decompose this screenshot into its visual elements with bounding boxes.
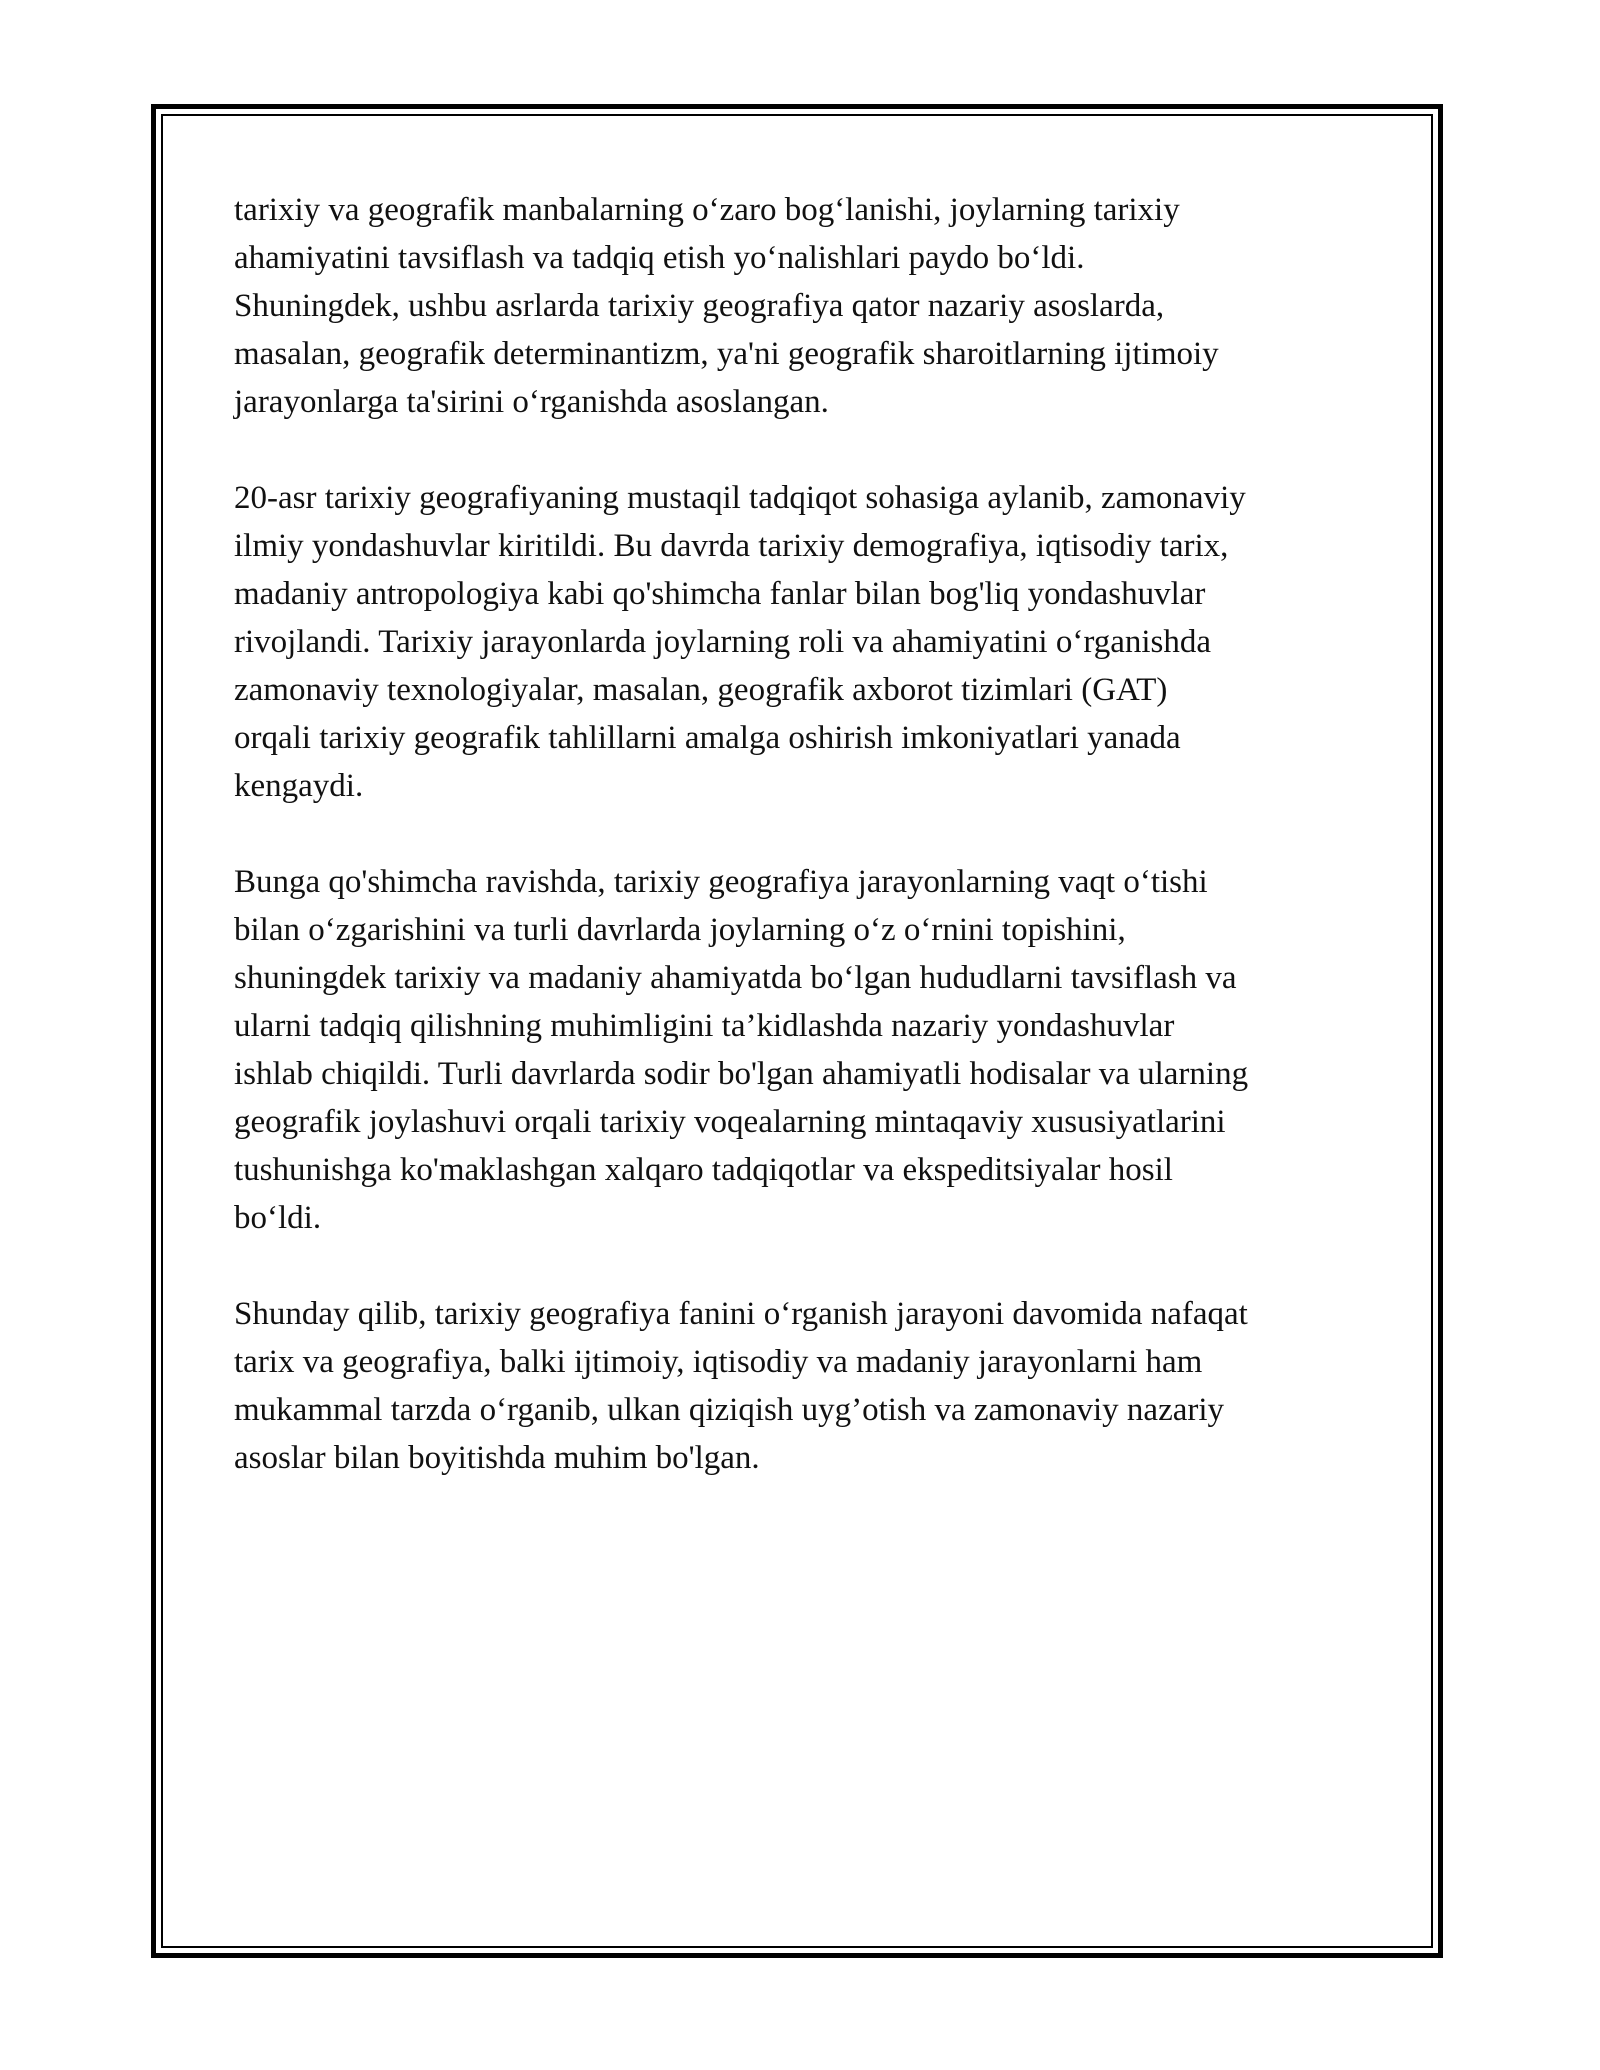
paragraph-1: tarixiy va geografik manbalarning o‘zaro bog‘lanishi, joylarning tarixiy ahamiyatini tavsiflash va tadqiq etish yo‘nalishlari paydo bo‘ldi. Shuningdek, ushbu asrlarda tarixiy geografiya qator nazariy asoslarda, masalan, geografik determinantizm, ya'ni geografik sharoitlarning ijtimoiy jarayonlarga ta'sirini o‘rganishda asoslangan. <box>234 192 1219 420</box>
paragraph-3: Bunga qo'shimcha ravishda, tarixiy geografiya jarayonlarning vaqt o‘tishi bilan o‘zgarishini va turli davrlarda joylarning o‘z o‘rnini topishini, shuningdek tarixiy va madaniy ahamiyatda bo‘lgan hududlarni tavsiflash va ularni tadqiq qilishning muhimligini ta’kidlashda nazariy yondashuvlar ishlab chiqildi. Turli davrlarda sodir bo'lgan ahamiyatli hodisalar va ularning geografik joylashuvi orqali tarixiy voqealarning mintaqaviy xususiyatlarini tushunishga ko'maklashgan xalqaro tadqiqotlar va ekspeditsiyalar hosil bo‘ldi. <box>234 864 1249 1236</box>
document-body <box>234 186 1384 1530</box>
paragraph-4: Shunday qilib, tarixiy geografiya fanini o‘rganish jarayoni davomida nafaqat tarix va geografiya, balki ijtimoiy, iqtisodiy va madaniy jarayonlarni ham mukammal tarzda o‘rganib, ulkan qiziqish uyg’otish va zamonaviy nazariy asoslar bilan boyitishda muhim bo'lgan. <box>234 1296 1248 1476</box>
paragraph-2: 20-asr tarixiy geografiyaning mustaqil tadqiqot sohasiga aylanib, zamonaviy ilmiy yondashuvlar kiritildi. Bu davrda tarixiy demografiya, iqtisodiy tarix, madaniy antropologiya kabi qo'shimcha fanlar bilan bog'liq yondashuvlar rivojlandi. Tarixiy jarayonlarda joylarning roli va ahamiyatini o‘rganishda zamonaviy texnologiyalar, masalan, geografik axborot tizimlari (GAT) orqali tarixiy geografik tahlillarni amalga oshirish imkoniyatlari yanada kengaydi. <box>234 480 1246 804</box>
